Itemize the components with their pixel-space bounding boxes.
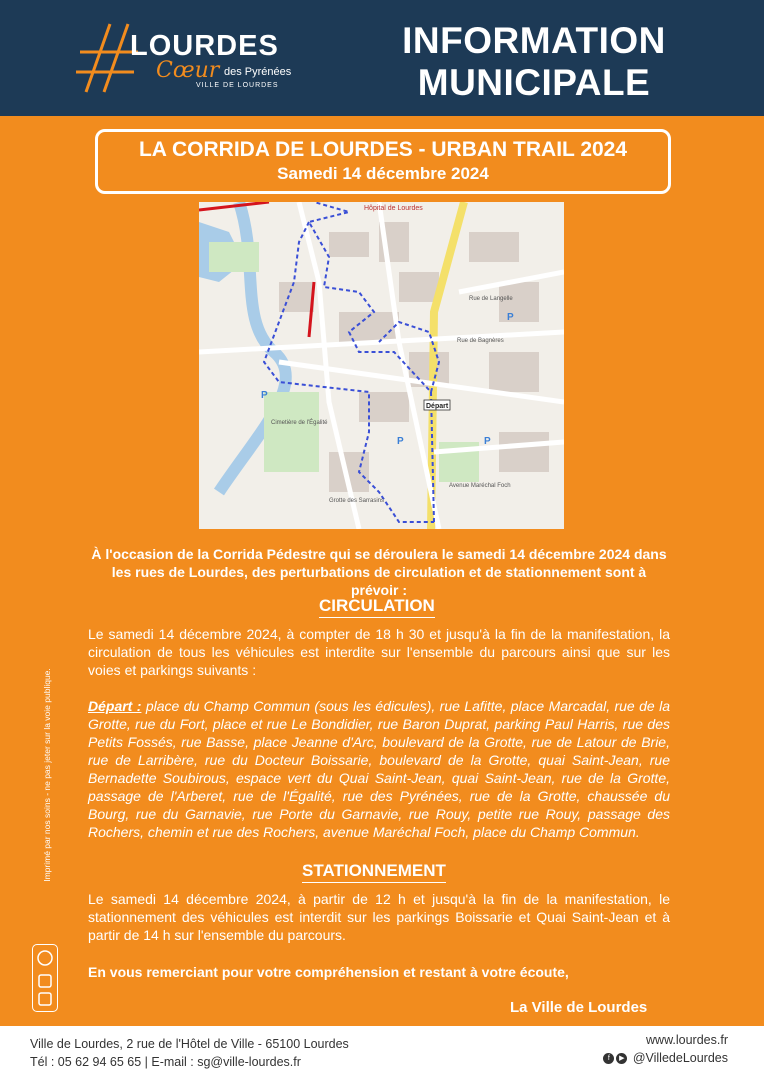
green-area-cemetery	[264, 392, 319, 472]
title-line-2: MUNICIPALE	[417, 62, 651, 103]
event-date: Samedi 14 décembre 2024	[277, 164, 489, 183]
city-logo	[72, 18, 312, 98]
footer-address: Ville de Lourdes, 2 rue de l'Hôtel de Ville - 65100 Lourdes	[30, 1037, 349, 1051]
map-label-grotto: Grotte des Sarrasins	[329, 498, 385, 504]
logo-city: LOURDES	[130, 30, 279, 62]
map-label-street2: Rue de Bagnères	[457, 338, 504, 344]
youtube-icon[interactable]: ▶	[616, 1053, 627, 1064]
signature: La Ville de Lourdes	[510, 999, 648, 1016]
green-area-north	[209, 242, 259, 272]
route-list	[88, 697, 670, 841]
map-label-street3: Avenue Maréchal Foch	[449, 483, 511, 489]
thanks-text: En vous remerciant pour votre compréhension et restant à votre écoute,	[88, 964, 569, 980]
recycling-icons	[32, 944, 58, 1012]
map-canvas	[199, 202, 564, 529]
stationnement-title: STATIONNEMENT	[302, 861, 446, 883]
circulation-title: CIRCULATION	[319, 596, 435, 618]
intro-text: À l'occasion de la Corrida Pédestre qui se déroulera le samedi 14 décembre 2024 dans les rues de Lourdes, des perturbations de circulation et de stationnement sont à prévoir :	[91, 546, 667, 598]
event-banner	[95, 129, 671, 194]
route-map	[199, 202, 564, 529]
footer-social[interactable]	[603, 1051, 728, 1065]
map-label-street1: Rue de Langelle	[469, 296, 513, 302]
svg-text:P: P	[484, 436, 491, 447]
footer-contact[interactable]: Tél : 05 62 94 65 65 | E-mail : sg@ville-lourdes.fr	[30, 1055, 301, 1069]
map-label-hospital: Hôpital de Lourdes	[364, 205, 423, 212]
footer-website-link[interactable]: www.lourdes.fr	[646, 1033, 728, 1047]
side-note	[40, 622, 54, 932]
header	[0, 0, 764, 116]
depart-label: Départ :	[88, 698, 142, 714]
recycle-icon	[33, 945, 57, 1011]
logo-ville: VILLE DE LOURDES	[196, 82, 279, 89]
facebook-icon[interactable]: f	[603, 1053, 614, 1064]
circulation-text: Le samedi 14 décembre 2024, à compter de 18 h 30 et jusqu'à la fin de la manifestation, la circulation de tous les véhicules est interdite sur l'ensemble du parcours ainsi que sur les voies et parkings suivants :	[88, 626, 670, 678]
page-title	[384, 20, 684, 104]
route-text: place du Champ Commun (sous les édicules), rue Lafitte, place Marcadal, rue de la Grotte, rue du Fort, place et rue Le Bondidier, rue Baron Duprat, parking Paul Harris, rue des Petits Fossés, rue Basse, place Jeanne d'Arc, boulevard de la Grotte, rue de Latour de Brie, rue de Larribère, rue du Docteur Boissarie, boulevard de la Grotte, quai Saint-Jean, rue Bernadette Soubirous, espace vert du Quai Saint-Jean, quai Saint-Jean, rue de la Grotte, passage de l'Arberet, rue de l'Égalité, rue des Pyrénées, rue de la Grotte, chaussée du Bourg, rue du Garnavie, rue Porte du Garnavie, rue Rouy, petite rue Rouy, passage des Rochers, chemin et rue des Rochers, avenue Maréchal Foch, place du Champ Commun.	[88, 698, 670, 840]
event-title: LA CORRIDA DE LOURDES - URBAN TRAIL 2024	[138, 138, 628, 161]
logo-pyrenees: des Pyrénées	[224, 66, 292, 78]
map-label-cemetery: Cimetière de l'Égalité	[271, 420, 328, 426]
social-handle[interactable]: @VilledeLourdes	[632, 1051, 728, 1065]
logo-coeur: Cœur	[156, 58, 220, 83]
start-label: Départ	[426, 403, 449, 410]
footer	[0, 1026, 764, 1080]
title-line-1: INFORMATION	[402, 20, 666, 61]
svg-text:P: P	[507, 312, 514, 323]
stationnement-text: Le samedi 14 décembre 2024, à partir de 12 h et jusqu'à la fin de la manifestation, le stationnement des véhicules est interdit sur les parkings Boissarie et Quai Saint-Jean et à partir de 14 h sur l'ensemble du parcours.	[88, 891, 670, 943]
svg-text:P: P	[397, 436, 404, 447]
side-note-text: Imprimé par nos soins - ne pas jeter sur la voie publique.	[42, 668, 52, 882]
svg-text:P: P	[261, 390, 268, 401]
